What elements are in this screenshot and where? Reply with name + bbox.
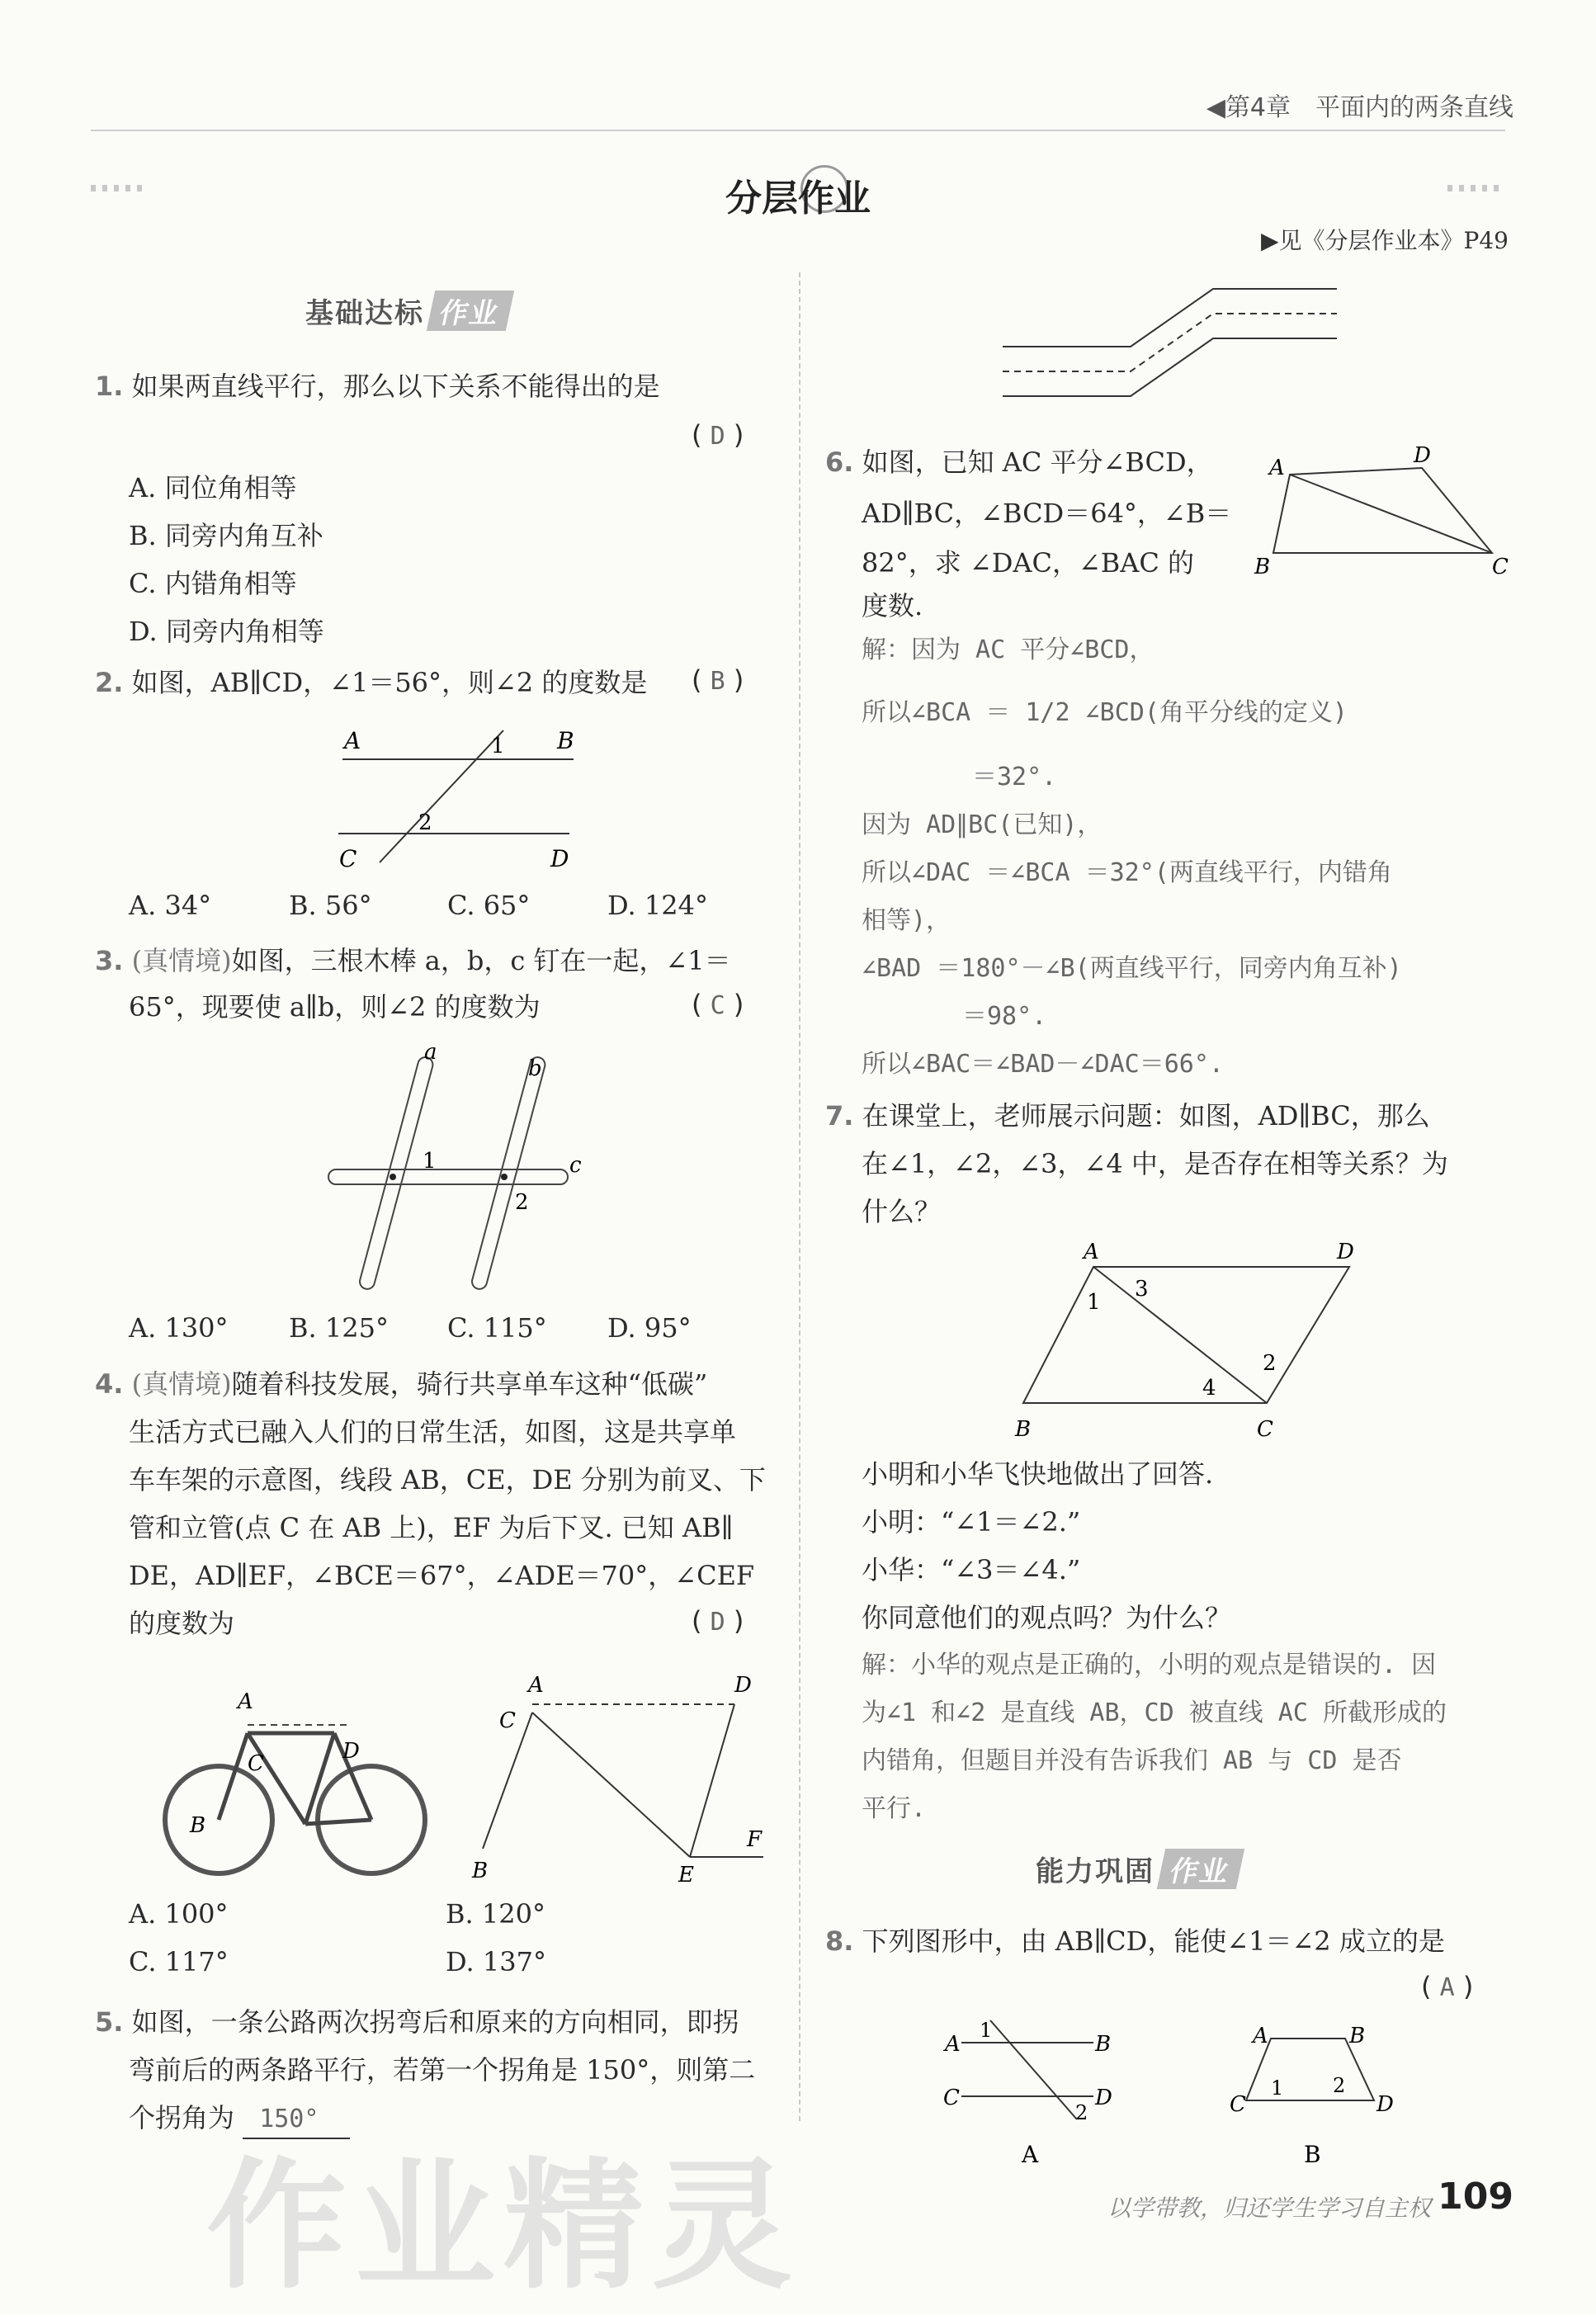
q4-label-d: D [734,1673,752,1698]
q7-angle-2: 2 [1263,1351,1277,1376]
q4-text-2: 生活方式已融入人们的日常生活，如图，这是共享单 [129,1416,737,1448]
q7-after-1: 小明和小华飞快地做出了回答. [862,1458,1214,1490]
q4-bicycle-image [157,1675,437,1890]
q7-figure [1011,1238,1374,1444]
q5-text-1: 如图，一条公路两次拐弯后和原来的方向相同，即拐 [131,2006,739,2038]
q4-bike-label-d: D [342,1739,360,1764]
q5-answer: 150° [243,2101,350,2139]
reference-link[interactable]: ▶见《分层作业本》P49 [1260,227,1509,254]
q4-text-3: 车车架的示意图，线段 AB，CE，DE 分别为前叉、下 [129,1464,766,1495]
q7-label-a: A [1084,1240,1099,1264]
q6-solution-1: 解：因为 AC 平分∠BCD， [862,635,1155,664]
q6-label-b: B [1254,555,1271,579]
q3-stem-1 [95,943,731,979]
q7-text-1: 在课堂上，老师展示问题：如图，AD∥BC，那么 [862,1100,1430,1132]
q6-stem-1 [825,444,1213,480]
section-basic [305,291,510,331]
q4-label-f: F [747,1827,763,1852]
q4-text-1: 随着科技发展，骑行共享单车这种“低碳” [231,1368,708,1400]
q6-solution-9: 所以∠BAC＝∠BAD－∠DAC＝66°. [862,1050,1224,1079]
q8a-label-c: C [943,2086,960,2110]
q3-text-1: 如图，三根木棒 a，b，c 钉在一起，∠1＝ [231,945,731,976]
q5-number: 5. [95,2006,124,2038]
q8a-label-b: B [1095,2032,1112,2057]
q4-answer-box: ( D ) [692,1605,744,1637]
q7-solution-4: 平行. [862,1794,927,1823]
q6-text-2: AD∥BC，∠BCD＝64°，∠B＝ [862,498,1232,529]
header-divider [91,130,1505,131]
q3-label-a: a [424,1044,437,1065]
q6-text-3: 82°，求 ∠DAC，∠BAC 的 [862,547,1195,579]
q6-solution-2: 所以∠BCA ＝ 1/2 ∠BCD(角平分线的定义) [862,698,1348,727]
q6-text-4: 度数. [862,590,923,621]
q2-answer: B [710,667,725,696]
q2-number: 2. [95,667,124,698]
q7-solution-1: 解：小华的观点是正确的，小明的观点是错误的. 因 [862,1651,1437,1680]
q4-option-c: C. 117° [129,1946,229,1977]
q7-solution-3: 内错角，但题目并没有告诉我们 AB 与 CD 是否 [862,1746,1402,1775]
q2-angle-2: 2 [418,810,432,835]
q4-bike-label-c: C [248,1751,264,1776]
q7-angle-4: 4 [1202,1376,1216,1401]
q6-solution-6: 相等)， [862,906,951,935]
q2-option-b: B. 56° [289,890,372,921]
chapter-header: ◀第4章 平面内的两条直线 [1206,93,1513,122]
q3-stem-2: 65°，现要使 a∥b，则∠2 的度数为 [129,991,541,1023]
q2-label-c: C [339,845,357,872]
q8-figure-b [1221,2014,1419,2171]
q3-figure [322,1044,594,1308]
q8-figure-a [937,2014,1135,2171]
section-ability-label: 能力巩固 [1036,1855,1155,1888]
q7-after-3: 小华：“∠3＝∠4.” [862,1554,1081,1585]
q4-option-b: B. 120° [446,1898,545,1930]
q2-option-d: D. 124° [607,890,708,921]
q3-tag: (真情境) [131,945,232,976]
q2-label-d: D [550,845,569,872]
q7-stem-1 [825,1098,1430,1134]
q1-option-a: A. 同位角相等 [129,472,297,503]
q4-text-6: 的度数为 [129,1608,235,1639]
q3-angle-1: 1 [423,1149,437,1174]
q4-label-c: C [499,1708,516,1733]
q1-stem [95,368,660,404]
q4-tag: (真情境) [131,1368,232,1400]
section-basic-label: 基础达标 [305,297,424,330]
banner [91,163,1505,221]
q4-bike-label-b: B [190,1813,206,1838]
q6-number: 6. [825,446,854,478]
q3-option-a: A. 130° [129,1312,229,1344]
q2-text: 如图，AB∥CD，∠1＝56°，则∠2 的度数是 [131,667,648,698]
q8b-label-d: D [1376,2092,1394,2117]
q7-solution-2: 为∠1 和∠2 是直线 AB，CD 被直线 AC 所截形成的 [862,1698,1447,1727]
q6-solution-7: ∠BAD ＝180°－∠B(两直线平行，同旁内角互补) [862,954,1402,983]
q4-label-b: B [472,1859,489,1883]
q7-text-3: 什么？ [862,1196,942,1227]
q6-solution-8: ＝98°. [962,1002,1047,1031]
column-divider [799,272,800,2121]
q7-number: 7. [825,1100,854,1132]
q7-angle-1: 1 [1087,1290,1101,1315]
q7-label-d: D [1337,1240,1354,1264]
q4-label-a: A [528,1673,544,1698]
q8-answer-box: ( A ) [1421,1971,1474,2002]
q5-text-3-label: 个拐角为 [129,2102,235,2133]
q5-road-figure [999,272,1345,429]
q3-option-b: B. 125° [289,1312,389,1344]
q8b-angle-2: 2 [1333,2074,1346,2097]
q5-text-2: 弯前后的两条路平行，若第一个拐角是 150°，则第二 [129,2054,756,2086]
q4-option-d: D. 137° [446,1946,546,1977]
q4-number: 4. [95,1368,124,1400]
q8b-angle-1: 1 [1271,2076,1284,2100]
q7-label-c: C [1257,1417,1273,1442]
q1-option-c: C. 内错角相等 [129,568,297,599]
q8a-label-d: D [1095,2086,1112,2110]
q4-label-e: E [678,1863,694,1886]
q8a-angle-2: 2 [1075,2101,1088,2124]
q2-option-c: C. 65° [447,890,531,921]
q4-figure [462,1663,776,1886]
q2-stem [95,664,647,701]
q3-option-d: D. 95° [607,1312,692,1344]
q3-label-b: b [528,1056,542,1081]
q2-option-a: A. 34° [129,890,212,921]
q1-answer-box: ( D ) [692,419,744,451]
q8-answer: A [1439,1973,1455,2002]
section-ability-tag: 作业 [1157,1849,1244,1889]
q4-stem-1 [95,1366,707,1402]
q8a-label-a: A [945,2032,961,2057]
q6-label-c: C [1492,555,1509,579]
q4-text-5: DE，AD∥EF，∠BCE＝67°，∠ADE＝70°，∠CEF [129,1560,755,1591]
q1-option-d: D. 同旁内角相等 [129,616,324,647]
q6-solution-5: 所以∠DAC ＝∠BCA ＝32°(两直线平行，内错角 [862,858,1392,887]
page-number: 109 [1438,2176,1513,2218]
q8a-caption: A [1022,2141,1039,2168]
q7-text-2: 在∠1，∠2，∠3，∠4 中，是否存在相等关系？为 [862,1148,1448,1179]
banner-title: 分层作业 [725,177,871,220]
q3-option-c: C. 115° [447,1312,547,1344]
q2-answer-box: ( B ) [692,664,744,696]
q8b-label-a: A [1253,2024,1268,2048]
footer-motto: 以学带教，归还学生学习自主权 [1107,2195,1431,2222]
q6-text-1: 如图，已知 AC 平分∠BCD， [862,446,1213,478]
q8-text: 下列图形中，由 AB∥CD，能使∠1＝∠2 成立的是 [862,1925,1445,1957]
section-tag: 作业 [427,291,514,331]
q2-figure [326,714,590,879]
q4-option-a: A. 100° [129,1898,229,1930]
q8b-label-c: C [1230,2092,1246,2117]
q5-stem-1 [95,2004,739,2040]
q1-text: 如果两直线平行，那么以下关系不能得出的是 [131,371,660,402]
q8b-caption: B [1304,2141,1321,2168]
q3-label-c: c [569,1153,582,1178]
q6-solution-4: 因为 AD∥BC(已知)， [862,810,1103,839]
q6-label-a: A [1269,456,1285,480]
q7-label-b: B [1015,1417,1032,1442]
q7-after-2: 小明：“∠1＝∠2.” [862,1506,1081,1538]
q7-after-4: 你同意他们的观点吗？为什么？ [862,1602,1232,1633]
q6-label-d: D [1414,443,1431,468]
q1-answer: D [710,422,725,451]
q3-number: 3. [95,945,124,976]
q3-angle-2: 2 [515,1190,529,1215]
q3-answer-box: ( C ) [692,989,744,1020]
q8a-angle-1: 1 [980,2019,993,2042]
q6-figure [1253,442,1525,586]
q8-stem [825,1923,1445,1959]
q6-solution-3: ＝32°. [972,763,1057,791]
q2-label-a: A [344,727,361,754]
q8b-label-b: B [1349,2024,1366,2048]
q7-angle-3: 3 [1135,1277,1149,1302]
watermark: 作业精灵 [206,2145,801,2308]
q3-answer: C [710,991,725,1020]
q4-text-4: 管和立管(点 C 在 AB 上)，EF 为后下叉. 已知 AB∥ [129,1512,734,1543]
q2-angle-1: 1 [491,734,505,758]
q2-label-b: B [557,727,574,754]
q4-bike-label-a: A [238,1689,253,1714]
q8-number: 8. [825,1925,854,1957]
q1-option-b: B. 同旁内角互补 [129,520,323,551]
q4-answer: D [710,1608,725,1637]
section-ability [1036,1849,1240,1889]
q1-number: 1. [95,371,124,402]
